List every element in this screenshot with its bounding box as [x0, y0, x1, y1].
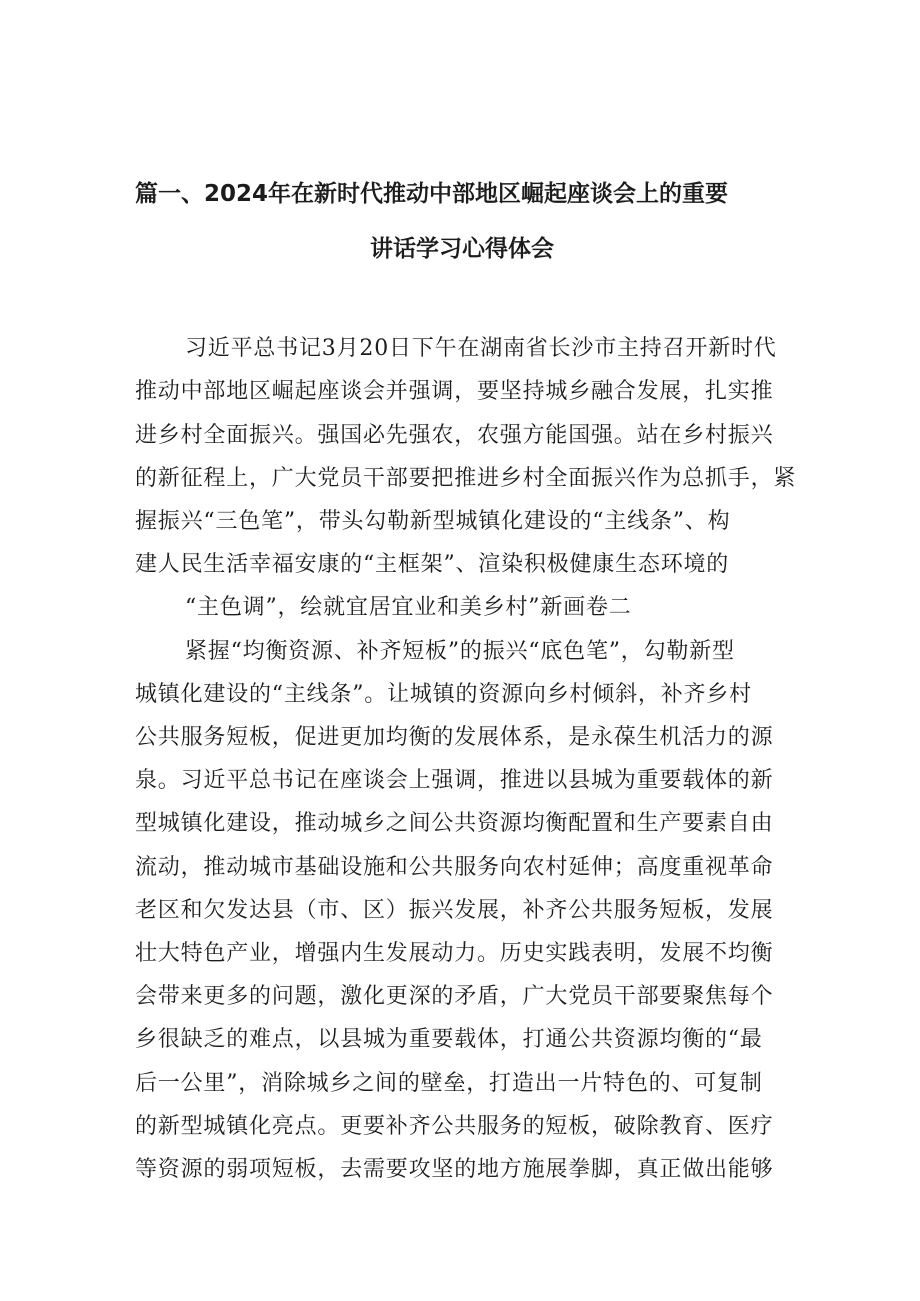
body-line-9: 城镇化建设的“主线条”。让城镇的资源向乡村倾斜，补齐乡村: [135, 682, 752, 707]
body-line-7: “主色调”，绘就宜居宜业和美乡村”新画卷二: [185, 595, 632, 620]
body-line-10: 公共服务短板，促进更加均衡的发展体系，是永葆生机活力的源: [135, 725, 774, 750]
body-line-1: 习近平总书记3月20日下午在湖南省长沙市主持召开新时代: [185, 336, 777, 361]
body-line-16: 会带来更多的问题，激化更深的矛盾，广大党员干部要聚焦每个: [135, 984, 774, 1009]
body-line-3: 进乡村全面振兴。强国必先强农，农强方能国强。站在乡村振兴: [135, 423, 774, 448]
body-line-2: 推动中部地区崛起座谈会并强调，要坚持城乡融合发展，扎实推: [135, 379, 774, 404]
body-line-20: 等资源的弱项短板，去需要攻坚的地方施展拳脚，真正做出能够: [135, 1157, 774, 1182]
body-line-19: 的新型城镇化亮点。更要补齐公共服务的短板，破除教育、医疗: [135, 1114, 774, 1139]
body-line-18: 后一公里”，消除城乡之间的壁垒，打造出一片特色的、可复制: [135, 1071, 763, 1096]
body-line-6: 建人民生活幸福安康的“主框架”、渲染积极健康生态环境的: [135, 552, 730, 577]
body-line-12: 型城镇化建设，推动城乡之间公共资源均衡配置和生产要素自由: [135, 811, 774, 836]
body-line-15: 壮大特色产业，增强内生发展动力。历史实践表明，发展不均衡: [135, 941, 774, 966]
body-line-13: 流动，推动城市基础设施和公共服务向农村延伸；高度重视革命: [135, 855, 774, 880]
document-title-line-2: 讲话学习心得体会: [370, 236, 554, 262]
document-title-line-1: 篇一、2024年在新时代推动中部地区崛起座谈会上的重要: [135, 181, 729, 207]
body-line-8: 紧握“均衡资源、补齐短板”的振兴“底色笔”，勾勒新型: [185, 639, 735, 664]
body-line-11: 泉。习近平总书记在座谈会上强调，推进以县城为重要载体的新: [135, 768, 774, 793]
body-line-17: 乡很缺乏的难点，以县城为重要载体，打通公共资源均衡的“最: [135, 1027, 763, 1052]
body-line-4: 的新征程上，广大党员干部要把推进乡村全面振兴作为总抓手，紧: [135, 466, 797, 491]
body-line-14: 老区和欠发达县（市、区）振兴发展，补齐公共服务短板，发展: [135, 898, 774, 923]
body-line-5: 握振兴“三色笔”，带头勾勒新型城镇化建设的“主线条”、构: [135, 509, 731, 534]
